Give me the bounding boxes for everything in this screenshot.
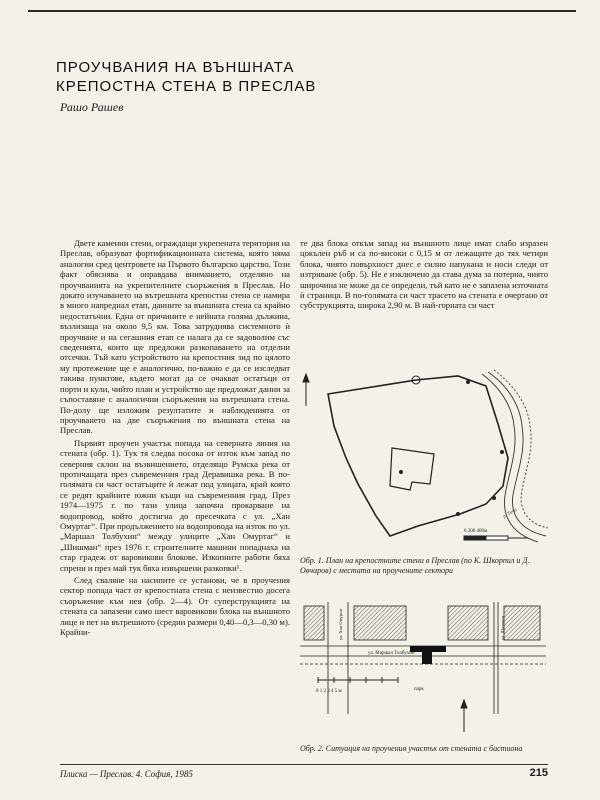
hatched-block — [304, 606, 324, 640]
river-label: р. Тича — [502, 507, 519, 520]
gate-marker — [399, 470, 403, 474]
street-label-shishman: ул. Шишман — [500, 615, 505, 640]
tower-marker — [492, 496, 496, 500]
street-label-main: ул. Маршал Толбухин — [368, 651, 415, 656]
paragraph: След сваляне на насипите се установи, че в проучения сектор попада част от крепостната стена с неизвестно досега съоръжение към нея (обр. 2—4). От суперструкцията на стената са запазени само шест варовикови блока на външното лице и пет на вътрешното (средни размери 0,40—0,3—0,30 м). Крайни- — [60, 575, 290, 638]
scale-label: 0 200 400м — [464, 529, 488, 534]
page-number: 215 — [529, 767, 548, 779]
street-label-omurtag: ул. Хан Омуртаг — [338, 608, 343, 640]
north-arrow — [303, 374, 309, 406]
journal-source: Плиска — Преслав. 4. София, 1985 — [60, 769, 193, 779]
scale-bar — [464, 536, 528, 540]
scale-bar — [318, 677, 398, 683]
body-column-right — [300, 238, 548, 366]
tower-marker — [466, 380, 470, 384]
north-arrow — [461, 700, 467, 732]
river-bank — [494, 370, 548, 528]
top-rule — [28, 10, 576, 12]
hatched-block — [448, 606, 488, 640]
park-label: парк — [414, 687, 424, 692]
outer-wall-outline — [328, 376, 508, 536]
author-name: Рашо Рашев — [60, 100, 124, 114]
bastion — [410, 646, 446, 664]
figure-1-caption: Обр. 1. План на крепостните стени в Преслав (по К. Шкорпил и Д. Овчаров) с местата на проучените сектори — [300, 556, 530, 575]
paragraph: Двете каменни стени, ограждащи укрепената територия на Преслав, образуват фортификационната система, която няма аналогии сред центровете на Първото българско царство. Този факт обяснява и оправдава вниманието, отделяно на проучванията на укрепителните съоръжения в Преслав. Но докато изучаването на вътрешната крепостна стена се намира в много напреднал етап, данните за външната стена са крайно недостатъчни. Една от причините е нейната голяма дължина, възлизаща на около 9,5 км. Това затруднява системното ѝ проучване и на сегашния етап се налага да се задоволим със сведенията, които ще предложи разкопаването на отделни отсечки. Тъй като устройството на крепостния зид по цялото му протежение ще е аналогично, по-важно е да се изследват такива пунктове, където могат да се очакват остатъци от порти и кули, чийто план и устройство ще предложат данни за съпоставяне с аналогични съоръжения на вътрешната стена. По-долу ще изложим резултатите и наблюденията от проучването на две съоръжения по външната стена на Преслав. — [60, 238, 290, 436]
fortress-plan-figure — [298, 366, 548, 552]
title-line-1: ПРОУЧВАНИЯ НА ВЪНШНАТА — [56, 59, 295, 76]
paragraph: Първият проучен участък попада на северната линия на стената (обр. 1). Тук тя следва посока от изток към запад по северния склон на възвишението, отделящо Румска река от протичащата през съвременния град Деравишка река. В по-голямата си част остатъците ѝ лежат под улицата, край която се редят крайните южни къщи на съвременния град. През 1974—1975 г. по тази улица започна прокарване на водопровод, който достигна до пресечката с ул. „Хан Омуртаг“. При продължението на водопровода на изток по ул. „Маршал Толбухин“ между улиците „Хан Омуртаг“ и „Шишман“ през 1976 г. строителните машини попаднаха на стар градеж от варовикови блокове. Изкопните работи бяха спрени и през май тук бяха извършени разкопки¹. — [60, 437, 290, 573]
hatched-block — [504, 606, 540, 640]
site-plan-figure — [298, 594, 548, 742]
tower-marker — [456, 512, 460, 516]
hatched-block — [354, 606, 406, 640]
scale-label: 0 1 2 3 4 5 м — [316, 689, 342, 694]
page-footer — [60, 764, 548, 779]
figure-2-caption: Обр. 2. Ситуация на проучения участък от стената с бастиона — [300, 744, 523, 753]
tower-marker — [500, 450, 504, 454]
title-line-2: КРЕПОСТНА СТЕНА В ПРЕСЛАВ — [56, 78, 317, 95]
paragraph: те два блока откъм запад на външното лице имат слабо изразен цокълен ръб и са по-високи с 0,15 м от лежащите до тях четири блока, чиято повърхност днес е силно напукана и носи следи от изтриване (обр. 5). Не е изключено да става дума за потерна, чиято широчина не може да се определи, тъй като не е запазена източната ѝ страница. В по-голямата си част трасето на стената е очертано от субструкцията, широка 2,90 м. В най-горната си част — [300, 238, 548, 311]
inner-wall-outline — [390, 448, 434, 490]
article-title — [56, 58, 396, 96]
body-column-left — [60, 238, 290, 758]
